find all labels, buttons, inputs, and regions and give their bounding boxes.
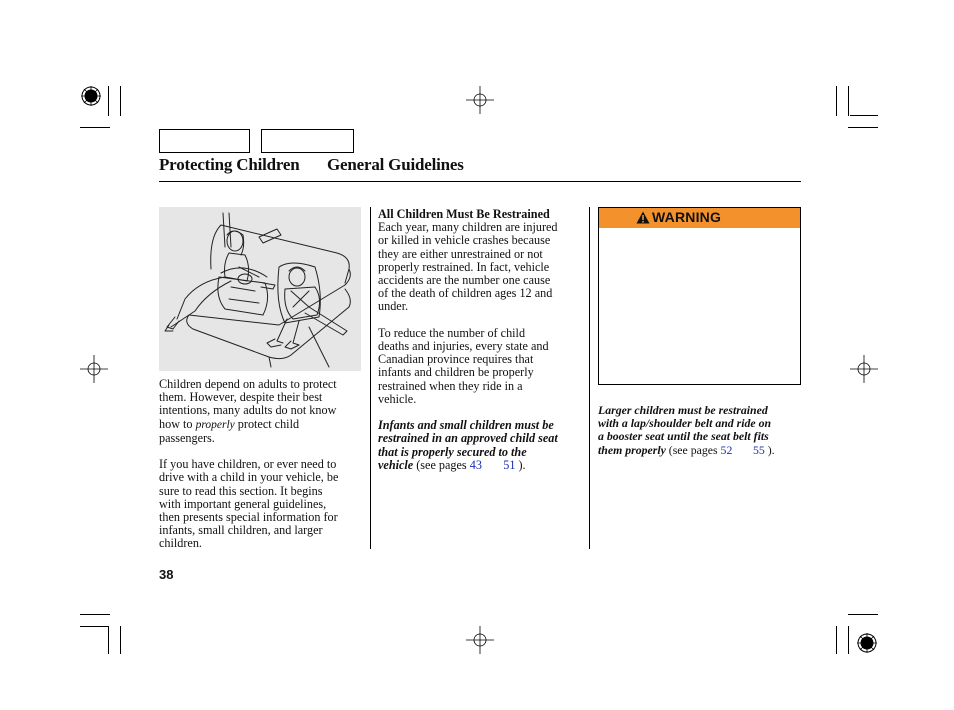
restrained-heading: All Children Must Be Restrained [378,207,550,221]
page-link-51[interactable]: 51 [503,457,516,472]
child-seat-illustration [159,207,361,371]
emphasis-line: them properly [598,442,666,457]
guidelines-paragraph [159,458,364,550]
text-line: protect child [237,416,300,431]
close-paren: ). [767,442,775,457]
emphasis-line: Infants and small children must be [378,418,554,433]
warning-bar [599,208,800,228]
subsection-title: General Guidelines [327,155,464,174]
text-line: with important general guidelines, [159,496,327,511]
text-line: children. [159,536,202,551]
text-line: To reduce the number of child [378,325,526,340]
text-line: Children depend on adults to protect [159,377,337,391]
warning-triangle-icon [636,211,650,224]
close-paren: ). [518,457,526,472]
header-rule [159,181,801,182]
text-line: sure to read this section. It begins [159,483,323,498]
warning-label: WARNING [652,209,722,225]
text-line: infants, small children, and larger [159,523,323,538]
emphasis-word: properly [195,418,235,431]
emphasis-line: restrained in an approved child seat [378,431,558,446]
intro-paragraph [159,378,364,445]
emphasis-line: vehicle [378,457,414,472]
text-line: accidents are the number one cause [378,273,551,288]
text-line: passengers. [159,430,215,445]
page-link-43[interactable]: 43 [469,457,482,472]
column-divider [370,207,371,549]
text-line: vehicle. [378,391,417,406]
text-line: of the death of children ages 12 and [378,286,553,301]
text-line: drive with a child in your vehicle, be [159,470,339,485]
right-column-text [598,404,803,457]
page-link-55[interactable]: 55 [753,442,765,457]
emphasis-line: with a lap/shoulder belt and ride on [598,416,772,431]
registration-sun-icon [81,86,101,106]
crosshair-icon [466,86,494,114]
see-pages-text: (see pages [668,442,718,457]
text-line: then presents special information for [159,510,338,525]
text-line: or killed in vehicle crashes because [378,233,551,248]
section-title: Protecting Children [159,155,300,174]
header-tab-box [159,129,250,153]
page-number: 38 [159,567,174,582]
text-line: If you have children, or ever need to [159,457,337,472]
text-line: how to [159,416,193,431]
text-line: Canadian province requires that [378,352,534,367]
text-line: properly restrained. In fact, vehicle [378,259,550,274]
text-line: infants and children be properly [378,365,534,380]
crosshair-icon [466,626,494,654]
text-line: Each year, many children are injured [378,220,558,235]
left-column-text [159,378,364,551]
text-line: them. However, despite their best [159,390,323,405]
see-pages-text: (see pages [416,457,467,472]
text-line: under. [378,299,409,314]
middle-column-text [378,208,583,472]
emphasis-line: a booster seat until the seat belt fits [598,429,769,444]
registration-sun-icon [857,633,877,653]
column-divider [589,207,590,549]
warning-box [598,207,801,385]
emphasis-line: Larger children must be restrained [598,403,768,417]
text-line: they are either unrestrained or not [378,246,543,261]
text-line: intentions, many adults do not know [159,403,337,418]
page-link-52[interactable]: 52 [720,442,733,457]
header-tab-box [261,129,354,153]
text-line: restrained when they ride in a [378,378,523,393]
emphasis-line: that is properly secured to the [378,444,527,459]
text-line: deaths and injuries, every state and [378,339,549,354]
crosshair-icon [80,355,108,383]
crosshair-icon [850,355,878,383]
